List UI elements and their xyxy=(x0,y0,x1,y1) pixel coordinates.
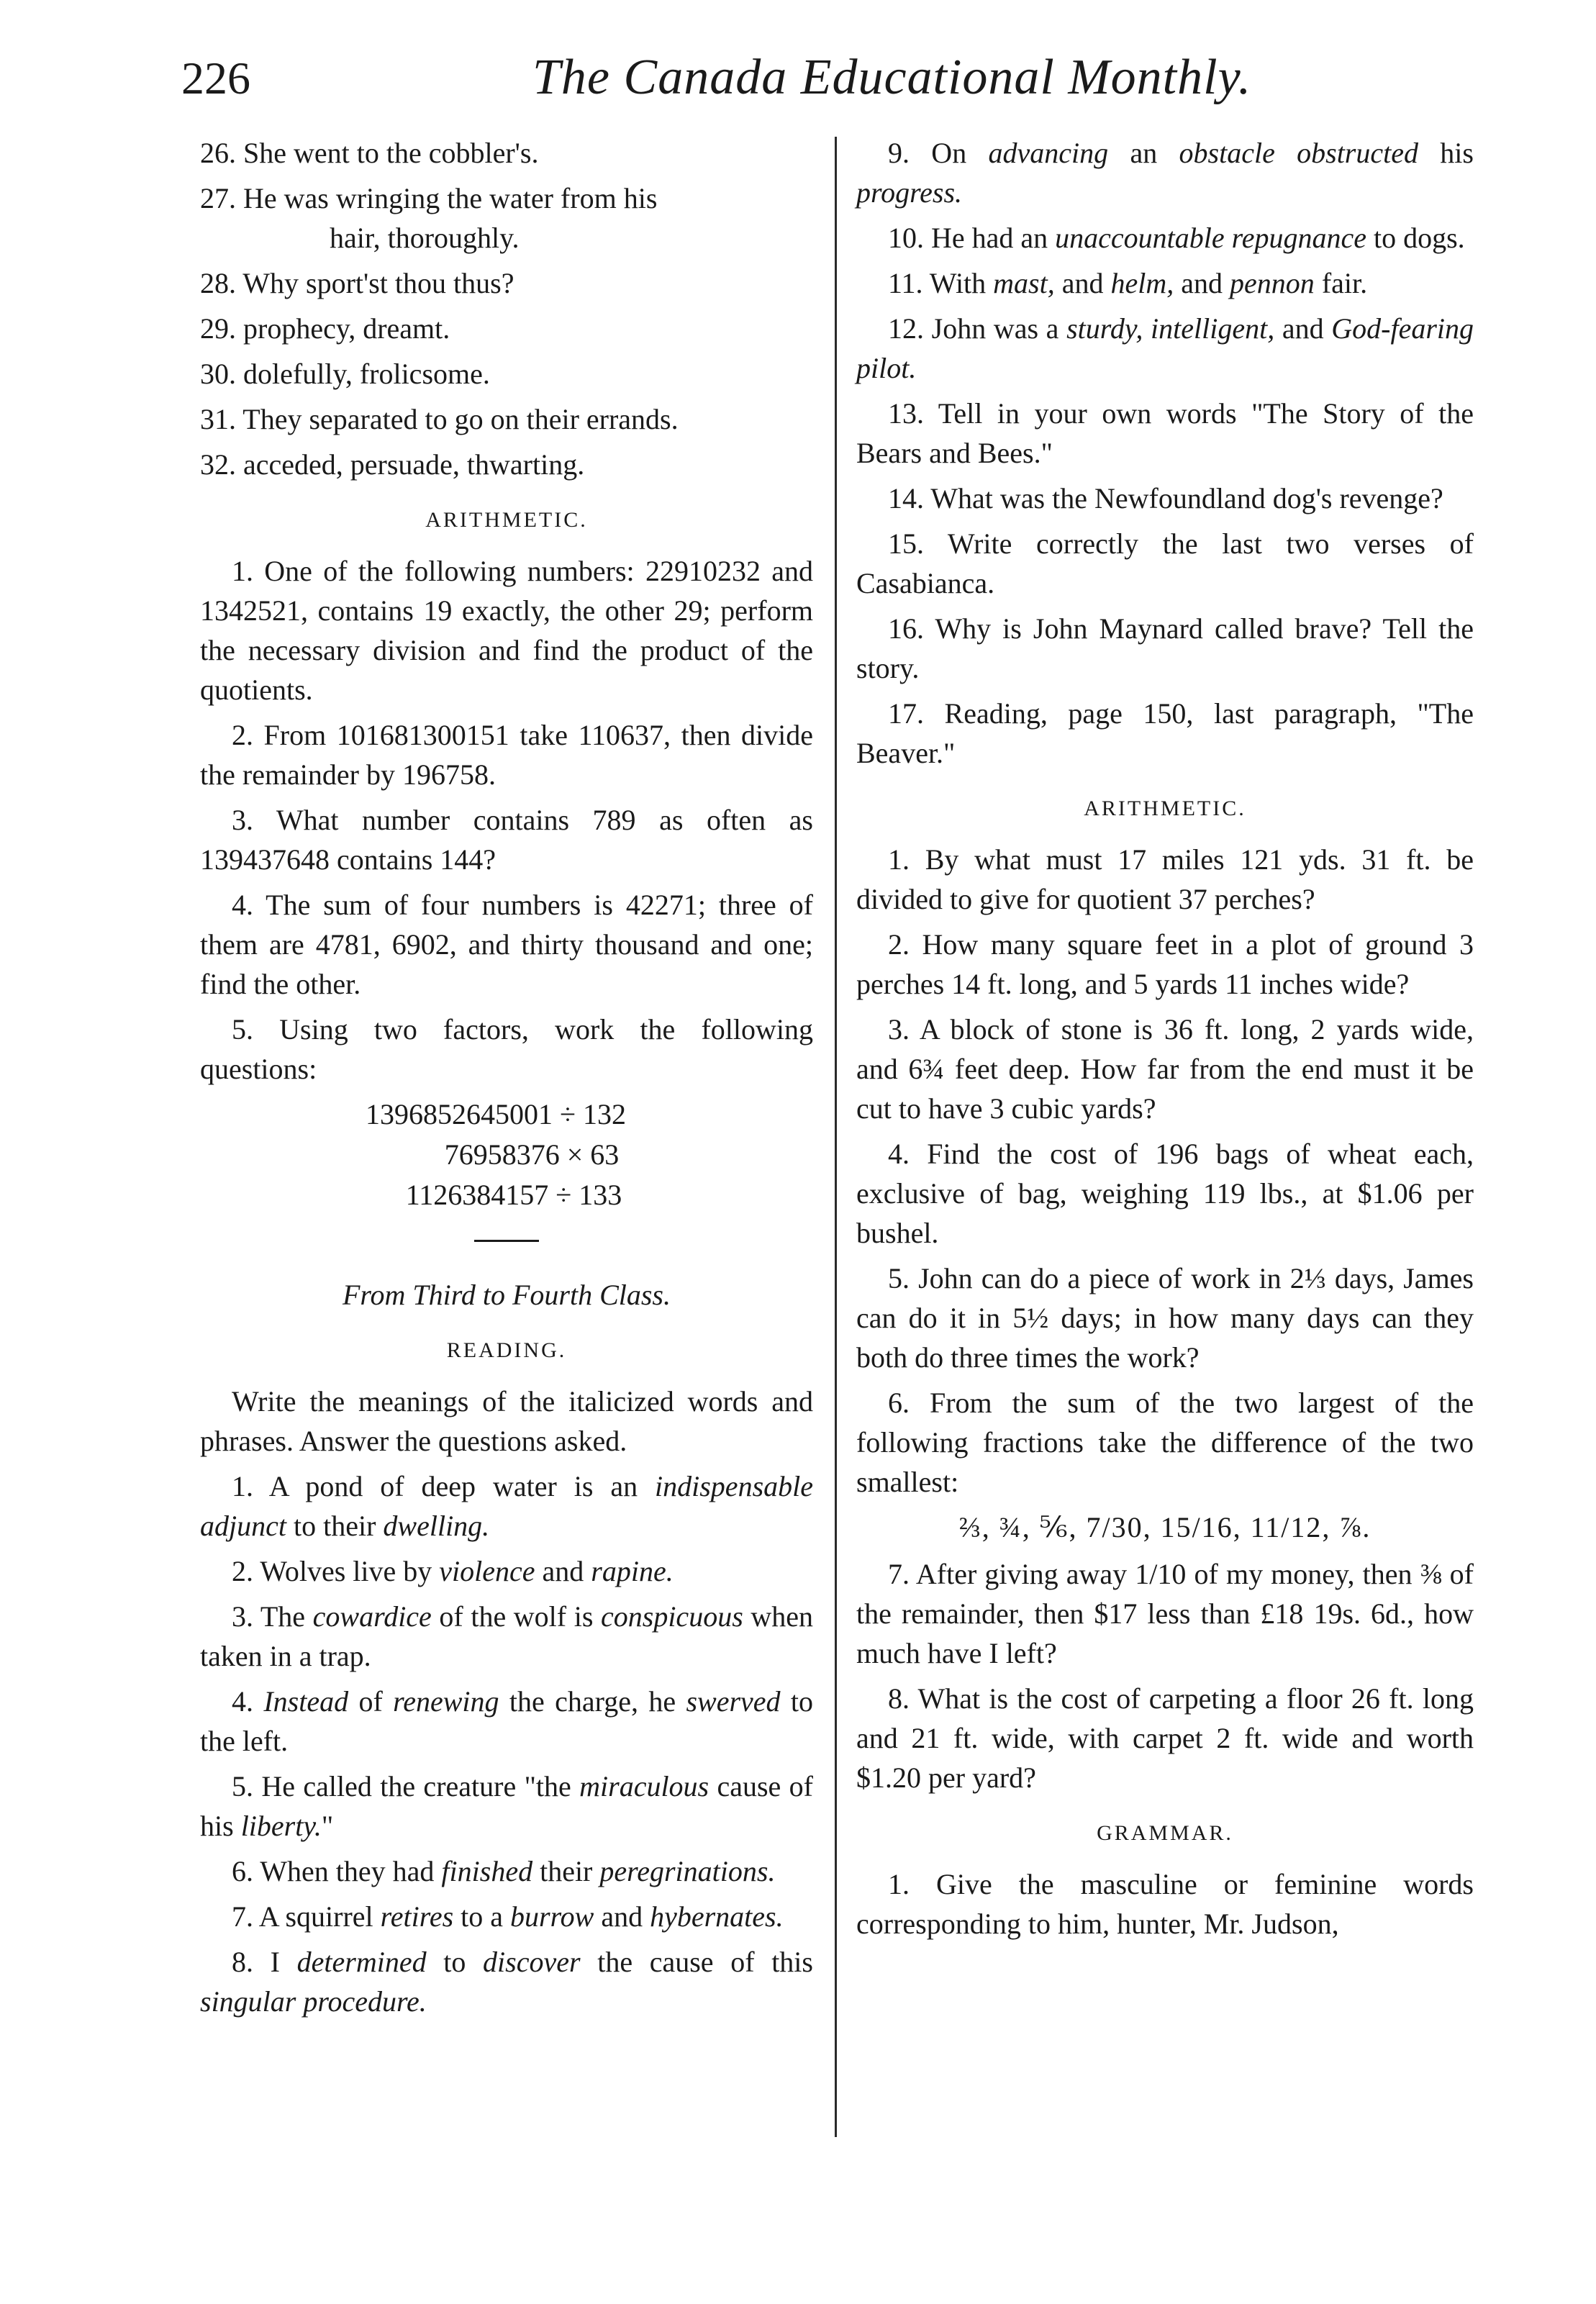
arithmetic-question: 6. From the sum of the two largest of the following fractions take the difference of the two smallest: xyxy=(856,1387,1474,1498)
reading-question: 4. Instead of renewing the charge, he swerved to the left. xyxy=(200,1685,813,1757)
section-divider xyxy=(474,1240,539,1242)
arithmetic-question: 4. The sum of four numbers is 42271; three of them are 4781, 6902, and thirty thousand and one; find the other. xyxy=(200,889,813,1000)
arithmetic-question: 3. What number contains 789 as often as 139437648 contains 144? xyxy=(200,804,813,876)
running-title: The Canada Educational Monthly. xyxy=(532,50,1252,105)
reading-question: 14. What was the Newfoundland dog's revenge? xyxy=(888,482,1443,514)
page-header xyxy=(0,42,1596,121)
grammar-question: 1. Give the masculine or feminine words corresponding to him, hunter, Mr. Judson, xyxy=(856,1868,1474,1940)
reading-question: 3. The cowardice of the wolf is conspicuous when taken in a trap. xyxy=(200,1600,814,1672)
arithmetic-question: 7. After giving away 1/10 of my money, then ⅜ of the remainder, then $17 less than £18 19s. 6d., how much have I left? xyxy=(856,1558,1474,1669)
calculation: 1396852645001 ÷ 132 xyxy=(366,1098,626,1130)
left-column xyxy=(200,133,813,2027)
answer-item: 26. She went to the cobbler's. xyxy=(200,137,539,169)
section-title: From Third to Fourth Class. xyxy=(343,1279,671,1311)
arithmetic-question: 5. John can do a piece of work in 2⅓ days, James can do it in 5½ days; in how many days can they both do three times the work? xyxy=(856,1262,1474,1374)
answer-item: 30. dolefully, frolicsome. xyxy=(200,358,490,390)
calculation: 76958376 × 63 xyxy=(444,1138,620,1171)
reading-question: 7. A squirrel retires to a burrow and hybernates. xyxy=(232,1900,784,1933)
reading-intro: Write the meanings of the italicized words and phrases. Answer the questions asked. xyxy=(200,1385,813,1457)
arithmetic-question: 2. How many square feet in a plot of ground 3 perches 14 ft. long, and 5 yards 11 inches wide? xyxy=(856,928,1474,1000)
fraction-list: ⅔, ¾, ⅚, 7/30, 15/16, 11/12, ⅞. xyxy=(958,1511,1371,1543)
reading-question: 8. I determined to discover the cause of this singular procedure. xyxy=(200,1946,813,2018)
reading-question: 11. With mast, and helm, and pennon fair. xyxy=(888,267,1368,299)
reading-question: 10. He had an unaccountable repugnance to dogs. xyxy=(888,222,1465,254)
arithmetic-question: 5. Using two factors, work the following questions: xyxy=(200,1013,813,1085)
reading-question: 16. Why is John Maynard called brave? Tell the story. xyxy=(856,612,1474,684)
reading-question: 1. A pond of deep water is an indispensable adjunct to their dwelling. xyxy=(200,1470,813,1542)
reading-question: 5. He called the creature "the miraculous cause of his liberty." xyxy=(200,1770,813,1842)
reading-question: 15. Write correctly the last two verses of Casabianca. xyxy=(856,527,1474,599)
arithmetic-question: 8. What is the cost of carpeting a floor 26 ft. long and 21 ft. wide, with carpet 2 ft. wide and worth $1.20 per yard? xyxy=(856,1682,1474,1794)
answer-item: 29. prophecy, dreamt. xyxy=(200,312,450,345)
arithmetic-question: 1. By what must 17 miles 121 yds. 31 ft. be divided to give for quotient 37 perches? xyxy=(856,843,1474,915)
right-column xyxy=(856,133,1474,1949)
section-heading: GRAMMAR. xyxy=(1097,1821,1233,1845)
section-heading: READING. xyxy=(446,1338,567,1362)
reading-question: 2. Wolves live by violence and rapine. xyxy=(232,1555,674,1587)
section-heading: ARITHMETIC. xyxy=(425,508,588,532)
calculation: 1126384157 ÷ 133 xyxy=(405,1179,622,1211)
reading-question: 12. John was a sturdy, intelligent, and God-fearing pilot. xyxy=(856,312,1474,384)
arithmetic-question: 4. Find the cost of 196 bags of wheat each, exclusive of bag, weighing 119 lbs., at $1.06 per bushel. xyxy=(856,1138,1474,1249)
answer-item: 27. He was wringing the water from his xyxy=(200,182,658,214)
answer-item: 31. They separated to go on their errands. xyxy=(200,403,679,435)
reading-question: 6. When they had finished their peregrinations. xyxy=(232,1855,776,1887)
reading-question: 13. Tell in your own words "The Story of the Bears and Bees." xyxy=(856,397,1474,469)
arithmetic-question: 1. One of the following numbers: 22910232 and 1342521, contains 19 exactly, the other 29; perform the necessary division and find the product of the quotients. xyxy=(200,555,813,706)
page-number: 226 xyxy=(181,53,250,104)
column-divider xyxy=(835,137,837,2137)
arithmetic-question: 2. From 101681300151 take 110637, then divide the remainder by 196758. xyxy=(200,719,813,791)
reading-question: 17. Reading, page 150, last paragraph, "The Beaver." xyxy=(856,697,1474,769)
reading-question: 9. On advancing an obstacle obstructed his progress. xyxy=(856,137,1474,209)
section-heading: ARITHMETIC. xyxy=(1084,797,1246,820)
answer-item: 28. Why sport'st thou thus? xyxy=(200,267,514,299)
answer-item-continuation: hair, thoroughly. xyxy=(330,222,520,254)
answer-item: 32. acceded, persuade, thwarting. xyxy=(200,448,585,481)
arithmetic-question: 3. A block of stone is 36 ft. long, 2 yards wide, and 6¾ feet deep. How far from the end must it be cut to have 3 cubic yards? xyxy=(856,1013,1474,1125)
